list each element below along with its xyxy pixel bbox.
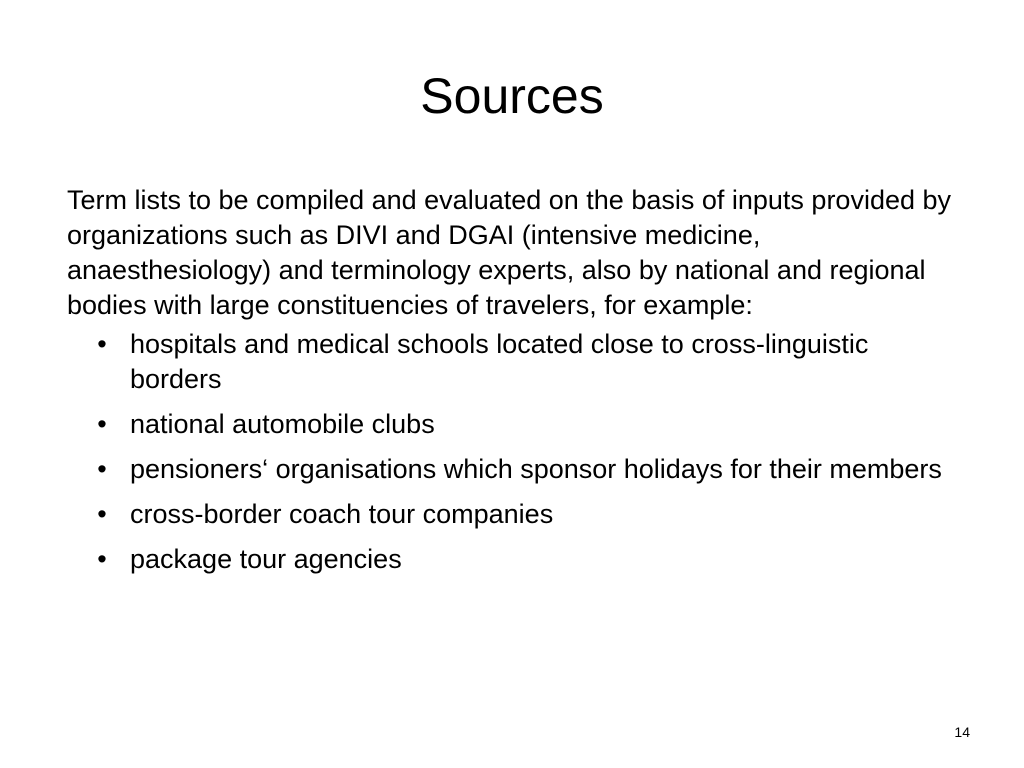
- list-item: [67, 542, 967, 577]
- list-item: [67, 497, 967, 532]
- list-item: [67, 407, 967, 442]
- intro-paragraph: Term lists to be compiled and evaluated on the basis of inputs provided by organizations such as DIVI and DGAI (intensive medicine, anaesthesiology) and terminology experts, also by national and regional bodies with large constituencies of travelers, for example:: [67, 185, 952, 320]
- list-item: [67, 327, 967, 397]
- list-item-text: package tour agencies: [130, 544, 402, 574]
- slide-title: Sources: [420, 68, 604, 124]
- list-item-text: pensioners‘ organisations which sponsor holidays for their members: [130, 454, 942, 484]
- page-number: 14: [954, 724, 970, 740]
- bullet-icon: •: [97, 499, 107, 529]
- bullet-list: [67, 327, 967, 577]
- bullet-icon: •: [97, 409, 107, 439]
- slide-body: [67, 183, 967, 587]
- list-item-text: cross-border coach tour companies: [130, 499, 554, 529]
- bullet-icon: •: [97, 329, 107, 359]
- list-item-text: national automobile clubs: [130, 409, 435, 439]
- bullet-icon: •: [97, 454, 107, 484]
- list-item-text: hospitals and medical schools located close to cross-linguistic borders: [130, 329, 869, 394]
- bullet-icon: •: [97, 544, 107, 574]
- list-item: [67, 452, 967, 487]
